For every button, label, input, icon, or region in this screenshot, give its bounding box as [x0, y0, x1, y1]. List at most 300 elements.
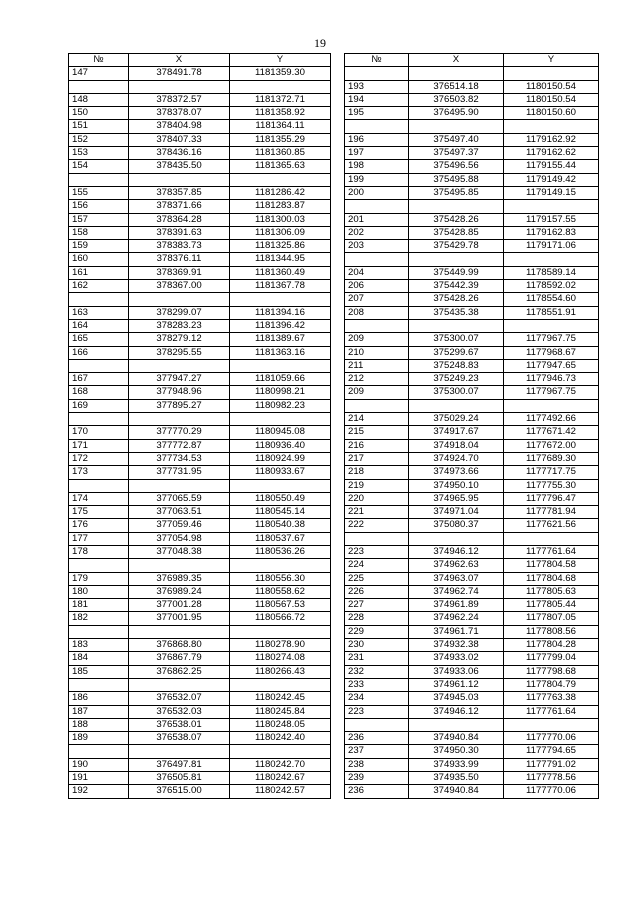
table-row — [69, 253, 331, 266]
table-row — [345, 200, 599, 213]
point-number-cell — [69, 80, 129, 93]
point-number-cell: 153 — [69, 147, 129, 160]
table-row — [69, 772, 331, 785]
table-row — [69, 665, 331, 678]
point-number-cell: 181 — [69, 599, 129, 612]
table-row — [69, 585, 331, 598]
table-row — [345, 599, 599, 612]
table-row — [345, 439, 599, 452]
y-coordinate-cell: 1181358.92 — [230, 107, 331, 120]
point-number-cell: 227 — [345, 599, 409, 612]
coordinates-table-left — [68, 53, 331, 799]
x-coordinate-cell: 374924.70 — [409, 452, 504, 465]
point-number-cell: 224 — [345, 559, 409, 572]
point-number-cell: 147 — [69, 67, 129, 80]
point-number-cell — [69, 293, 129, 306]
table-row — [69, 399, 331, 412]
y-coordinate-cell: 1181300.03 — [230, 213, 331, 226]
y-coordinate-cell: 1181365.63 — [230, 160, 331, 173]
table-row — [69, 306, 331, 319]
point-number-cell: 165 — [69, 333, 129, 346]
point-number-cell: 221 — [345, 506, 409, 519]
y-coordinate-cell: 1180945.08 — [230, 426, 331, 439]
point-number-cell: 211 — [345, 359, 409, 372]
x-coordinate-cell: 376538.01 — [129, 718, 230, 731]
point-number-cell: 210 — [345, 346, 409, 359]
x-coordinate-cell — [129, 293, 230, 306]
point-number-cell: 171 — [69, 439, 129, 452]
x-coordinate-cell: 377895.27 — [129, 399, 230, 412]
table-row — [69, 333, 331, 346]
y-coordinate-cell — [230, 80, 331, 93]
point-number-cell: 173 — [69, 466, 129, 479]
table-row — [345, 745, 599, 758]
y-coordinate-cell: 1180933.67 — [230, 466, 331, 479]
x-coordinate-cell — [129, 359, 230, 372]
table-row — [345, 506, 599, 519]
point-number-cell: 166 — [69, 346, 129, 359]
point-number-cell — [345, 319, 409, 332]
point-number-cell: 175 — [69, 506, 129, 519]
y-coordinate-cell — [504, 253, 599, 266]
x-coordinate-cell: 377054.98 — [129, 532, 230, 545]
y-coordinate-cell: 1177717.75 — [504, 466, 599, 479]
x-coordinate-cell: 377731.95 — [129, 466, 230, 479]
y-coordinate-cell: 1177761.64 — [504, 545, 599, 558]
point-number-cell: 150 — [69, 107, 129, 120]
table-row — [69, 426, 331, 439]
y-coordinate-cell: 1177804.79 — [504, 678, 599, 691]
table-row — [345, 120, 599, 133]
table-row — [69, 80, 331, 93]
point-number-cell: 167 — [69, 373, 129, 386]
x-coordinate-cell: 376532.07 — [129, 692, 230, 705]
point-number-cell: 194 — [345, 93, 409, 106]
point-number-cell: 214 — [345, 413, 409, 426]
point-number-cell — [345, 67, 409, 80]
y-coordinate-cell: 1181355.29 — [230, 133, 331, 146]
table-row — [69, 599, 331, 612]
table-row — [69, 678, 331, 691]
x-coordinate-cell: 378367.00 — [129, 280, 230, 293]
point-number-cell: 216 — [345, 439, 409, 452]
x-coordinate-cell: 374971.04 — [409, 506, 504, 519]
y-coordinate-cell: 1180566.72 — [230, 612, 331, 625]
point-number-cell: 193 — [345, 80, 409, 93]
y-coordinate-cell: 1179171.06 — [504, 240, 599, 253]
y-coordinate-cell: 1177968.67 — [504, 346, 599, 359]
table-row — [69, 479, 331, 492]
x-coordinate-cell: 376989.24 — [129, 585, 230, 598]
point-number-cell: 198 — [345, 160, 409, 173]
y-coordinate-cell — [230, 413, 331, 426]
y-coordinate-cell: 1181059.66 — [230, 373, 331, 386]
table-row — [345, 466, 599, 479]
x-coordinate-cell: 374917.67 — [409, 426, 504, 439]
y-coordinate-cell: 1179149.15 — [504, 186, 599, 199]
x-coordinate-cell: 378299.07 — [129, 306, 230, 319]
table-row — [69, 559, 331, 572]
table-row — [69, 492, 331, 505]
table-row — [345, 718, 599, 731]
point-number-cell: 154 — [69, 160, 129, 173]
table-row — [345, 758, 599, 771]
x-coordinate-cell: 376867.79 — [129, 652, 230, 665]
table-row — [345, 80, 599, 93]
x-coordinate-cell — [129, 80, 230, 93]
y-coordinate-cell: 1179157.55 — [504, 213, 599, 226]
y-coordinate-cell — [504, 718, 599, 731]
y-coordinate-cell: 1181389.67 — [230, 333, 331, 346]
table-row — [345, 280, 599, 293]
point-number-cell — [345, 718, 409, 731]
y-coordinate-cell: 1180567.53 — [230, 599, 331, 612]
point-number-cell: 204 — [345, 266, 409, 279]
point-number-cell: 185 — [69, 665, 129, 678]
table-row — [69, 785, 331, 798]
y-coordinate-cell: 1177689.30 — [504, 452, 599, 465]
y-coordinate-cell: 1181283.87 — [230, 200, 331, 213]
table-row — [69, 359, 331, 372]
point-number-cell — [69, 559, 129, 572]
table-row — [69, 266, 331, 279]
y-coordinate-cell: 1177621.56 — [504, 519, 599, 532]
x-coordinate-cell: 378391.63 — [129, 226, 230, 239]
table-row — [345, 306, 599, 319]
x-coordinate-cell: 377063.51 — [129, 506, 230, 519]
table-row — [69, 293, 331, 306]
y-coordinate-cell: 1177804.58 — [504, 559, 599, 572]
y-coordinate-cell: 1178592.02 — [504, 280, 599, 293]
x-coordinate-cell: 375299.67 — [409, 346, 504, 359]
point-number-cell: 176 — [69, 519, 129, 532]
x-coordinate-cell: 374973.66 — [409, 466, 504, 479]
x-coordinate-cell: 374933.02 — [409, 652, 504, 665]
y-coordinate-cell: 1180540.38 — [230, 519, 331, 532]
x-coordinate-cell: 374963.07 — [409, 572, 504, 585]
point-number-cell: 202 — [345, 226, 409, 239]
header-number: № — [345, 54, 409, 67]
x-coordinate-cell: 375029.24 — [409, 413, 504, 426]
x-coordinate-cell: 375429.78 — [409, 240, 504, 253]
table-row — [345, 346, 599, 359]
table-row — [345, 213, 599, 226]
table-row — [345, 705, 599, 718]
y-coordinate-cell: 1177791.02 — [504, 758, 599, 771]
table-row — [345, 732, 599, 745]
table-row — [345, 452, 599, 465]
point-number-cell: 231 — [345, 652, 409, 665]
table-row — [69, 120, 331, 133]
y-coordinate-cell: 1180278.90 — [230, 639, 331, 652]
point-number-cell: 182 — [69, 612, 129, 625]
table-row — [345, 293, 599, 306]
y-coordinate-cell: 1180545.14 — [230, 506, 331, 519]
point-number-cell — [69, 625, 129, 638]
table-row — [345, 160, 599, 173]
point-number-cell: 199 — [345, 173, 409, 186]
table-row — [69, 133, 331, 146]
point-number-cell: 183 — [69, 639, 129, 652]
y-coordinate-cell: 1180242.45 — [230, 692, 331, 705]
point-number-cell: 168 — [69, 386, 129, 399]
table-row — [69, 240, 331, 253]
x-coordinate-cell: 378372.57 — [129, 93, 230, 106]
x-coordinate-cell: 376538.07 — [129, 732, 230, 745]
point-number-cell — [69, 413, 129, 426]
point-number-cell: 212 — [345, 373, 409, 386]
point-number-cell: 164 — [69, 319, 129, 332]
y-coordinate-cell: 1179162.62 — [504, 147, 599, 160]
y-coordinate-cell: 1180242.67 — [230, 772, 331, 785]
point-number-cell: 177 — [69, 532, 129, 545]
x-coordinate-cell: 375300.07 — [409, 386, 504, 399]
table-row — [69, 386, 331, 399]
x-coordinate-cell: 378369.91 — [129, 266, 230, 279]
point-number-cell: 186 — [69, 692, 129, 705]
table-row — [69, 413, 331, 426]
point-number-cell: 174 — [69, 492, 129, 505]
y-coordinate-cell: 1178554.60 — [504, 293, 599, 306]
table-row — [345, 652, 599, 665]
point-number-cell: 172 — [69, 452, 129, 465]
y-coordinate-cell: 1180274.08 — [230, 652, 331, 665]
point-number-cell: 208 — [345, 306, 409, 319]
y-coordinate-cell: 1177796.47 — [504, 492, 599, 505]
y-coordinate-cell: 1181325.86 — [230, 240, 331, 253]
point-number-cell — [345, 399, 409, 412]
table-row — [69, 346, 331, 359]
x-coordinate-cell: 374962.74 — [409, 585, 504, 598]
x-coordinate-cell: 374935.50 — [409, 772, 504, 785]
y-coordinate-cell: 1180998.21 — [230, 386, 331, 399]
x-coordinate-cell — [409, 67, 504, 80]
y-coordinate-cell: 1181363.16 — [230, 346, 331, 359]
y-coordinate-cell: 1177763.38 — [504, 692, 599, 705]
point-number-cell: 223 — [345, 545, 409, 558]
table-row — [345, 572, 599, 585]
x-coordinate-cell: 378376.11 — [129, 253, 230, 266]
x-coordinate-cell: 377065.59 — [129, 492, 230, 505]
table-row — [69, 718, 331, 731]
table-row — [345, 519, 599, 532]
table-row — [345, 426, 599, 439]
x-coordinate-cell: 374962.63 — [409, 559, 504, 572]
point-number-cell: 206 — [345, 280, 409, 293]
y-coordinate-cell: 1177946.73 — [504, 373, 599, 386]
y-coordinate-cell: 1181396.42 — [230, 319, 331, 332]
table-row — [345, 133, 599, 146]
x-coordinate-cell: 374961.12 — [409, 678, 504, 691]
y-coordinate-cell: 1181286.42 — [230, 186, 331, 199]
point-number-cell: 236 — [345, 732, 409, 745]
table-row — [345, 692, 599, 705]
table-row — [69, 452, 331, 465]
x-coordinate-cell — [409, 399, 504, 412]
y-coordinate-cell — [230, 173, 331, 186]
table-row — [345, 532, 599, 545]
point-number-cell: 219 — [345, 479, 409, 492]
table-row — [69, 519, 331, 532]
point-number-cell: 188 — [69, 718, 129, 731]
y-coordinate-cell: 1180242.70 — [230, 758, 331, 771]
y-coordinate-cell — [504, 120, 599, 133]
point-number-cell — [69, 359, 129, 372]
table-row — [69, 280, 331, 293]
table-row — [345, 253, 599, 266]
x-coordinate-cell: 375449.99 — [409, 266, 504, 279]
x-coordinate-cell: 378404.98 — [129, 120, 230, 133]
point-number-cell: 203 — [345, 240, 409, 253]
point-number-cell — [69, 479, 129, 492]
table-row — [345, 585, 599, 598]
x-coordinate-cell: 375080.37 — [409, 519, 504, 532]
point-number-cell: 197 — [345, 147, 409, 160]
y-coordinate-cell — [230, 678, 331, 691]
x-coordinate-cell: 374946.12 — [409, 545, 504, 558]
y-coordinate-cell: 1177805.44 — [504, 599, 599, 612]
y-coordinate-cell: 1180242.40 — [230, 732, 331, 745]
y-coordinate-cell: 1181364.11 — [230, 120, 331, 133]
x-coordinate-cell: 374940.84 — [409, 732, 504, 745]
table-row — [345, 67, 599, 80]
header-y: Y — [504, 54, 599, 67]
point-number-cell: 237 — [345, 745, 409, 758]
x-coordinate-cell — [129, 745, 230, 758]
x-coordinate-cell: 375496.56 — [409, 160, 504, 173]
x-coordinate-cell: 376862.25 — [129, 665, 230, 678]
x-coordinate-cell: 374965.95 — [409, 492, 504, 505]
y-coordinate-cell: 1180558.62 — [230, 585, 331, 598]
x-coordinate-cell: 378371.66 — [129, 200, 230, 213]
x-coordinate-cell: 374945.03 — [409, 692, 504, 705]
x-coordinate-cell: 376515.00 — [129, 785, 230, 798]
header-x: X — [409, 54, 504, 67]
x-coordinate-cell: 377001.28 — [129, 599, 230, 612]
table-row — [69, 466, 331, 479]
x-coordinate-cell — [129, 413, 230, 426]
table-row — [345, 266, 599, 279]
point-number-cell: 169 — [69, 399, 129, 412]
header-number: № — [69, 54, 129, 67]
y-coordinate-cell: 1180150.60 — [504, 107, 599, 120]
x-coordinate-cell — [129, 559, 230, 572]
point-number-cell — [345, 253, 409, 266]
point-number-cell: 184 — [69, 652, 129, 665]
y-coordinate-cell: 1179162.83 — [504, 226, 599, 239]
point-number-cell: 190 — [69, 758, 129, 771]
x-coordinate-cell: 375428.26 — [409, 293, 504, 306]
point-number-cell: 226 — [345, 585, 409, 598]
point-number-cell: 189 — [69, 732, 129, 745]
table-row — [345, 359, 599, 372]
y-coordinate-cell: 1180245.84 — [230, 705, 331, 718]
point-number-cell: 161 — [69, 266, 129, 279]
table-row — [345, 240, 599, 253]
y-coordinate-cell: 1177761.64 — [504, 705, 599, 718]
x-coordinate-cell: 376514.18 — [409, 80, 504, 93]
table-row — [69, 532, 331, 545]
table-row — [69, 732, 331, 745]
table-row — [69, 107, 331, 120]
x-coordinate-cell: 378364.28 — [129, 213, 230, 226]
x-coordinate-cell: 376532.03 — [129, 705, 230, 718]
y-coordinate-cell: 1177671.42 — [504, 426, 599, 439]
x-coordinate-cell: 376503.82 — [409, 93, 504, 106]
y-coordinate-cell — [230, 625, 331, 638]
table-header-row — [69, 54, 331, 67]
table-row — [345, 373, 599, 386]
x-coordinate-cell: 377948.96 — [129, 386, 230, 399]
point-number-cell: 187 — [69, 705, 129, 718]
point-number-cell: 234 — [345, 692, 409, 705]
y-coordinate-cell: 1181372.71 — [230, 93, 331, 106]
table-row — [345, 492, 599, 505]
point-number-cell: 178 — [69, 545, 129, 558]
y-coordinate-cell: 1181344.95 — [230, 253, 331, 266]
y-coordinate-cell: 1180936.40 — [230, 439, 331, 452]
table-row — [345, 173, 599, 186]
x-coordinate-cell: 374961.71 — [409, 625, 504, 638]
table-row — [345, 319, 599, 332]
table-row — [345, 625, 599, 638]
y-coordinate-cell — [230, 359, 331, 372]
header-x: X — [129, 54, 230, 67]
y-coordinate-cell: 1180550.49 — [230, 492, 331, 505]
y-coordinate-cell: 1178551.91 — [504, 306, 599, 319]
y-coordinate-cell — [230, 479, 331, 492]
x-coordinate-cell: 374940.84 — [409, 785, 504, 798]
table-row — [345, 559, 599, 572]
x-coordinate-cell: 374933.99 — [409, 758, 504, 771]
x-coordinate-cell: 378383.73 — [129, 240, 230, 253]
x-coordinate-cell: 375248.83 — [409, 359, 504, 372]
x-coordinate-cell: 378295.55 — [129, 346, 230, 359]
table-row — [345, 186, 599, 199]
table-header-row — [345, 54, 599, 67]
point-number-cell — [69, 678, 129, 691]
table-row — [69, 692, 331, 705]
table-row — [69, 173, 331, 186]
y-coordinate-cell: 1178589.14 — [504, 266, 599, 279]
y-coordinate-cell — [504, 67, 599, 80]
table-row — [345, 147, 599, 160]
table-row — [345, 333, 599, 346]
x-coordinate-cell — [409, 319, 504, 332]
point-number-cell: 157 — [69, 213, 129, 226]
point-number-cell: 222 — [345, 519, 409, 532]
x-coordinate-cell: 377947.27 — [129, 373, 230, 386]
x-coordinate-cell: 376989.35 — [129, 572, 230, 585]
y-coordinate-cell: 1177755.30 — [504, 479, 599, 492]
point-number-cell: 195 — [345, 107, 409, 120]
y-coordinate-cell: 1177778.56 — [504, 772, 599, 785]
y-coordinate-cell: 1177804.28 — [504, 639, 599, 652]
table-row — [345, 665, 599, 678]
y-coordinate-cell: 1177798.68 — [504, 665, 599, 678]
y-coordinate-cell — [230, 745, 331, 758]
y-coordinate-cell: 1181360.85 — [230, 147, 331, 160]
table-row — [69, 373, 331, 386]
point-number-cell: 148 — [69, 93, 129, 106]
point-number-cell: 152 — [69, 133, 129, 146]
x-coordinate-cell: 376505.81 — [129, 772, 230, 785]
x-coordinate-cell: 377772.87 — [129, 439, 230, 452]
x-coordinate-cell — [129, 173, 230, 186]
point-number-cell: 196 — [345, 133, 409, 146]
point-number-cell — [345, 200, 409, 213]
point-number-cell: 162 — [69, 280, 129, 293]
